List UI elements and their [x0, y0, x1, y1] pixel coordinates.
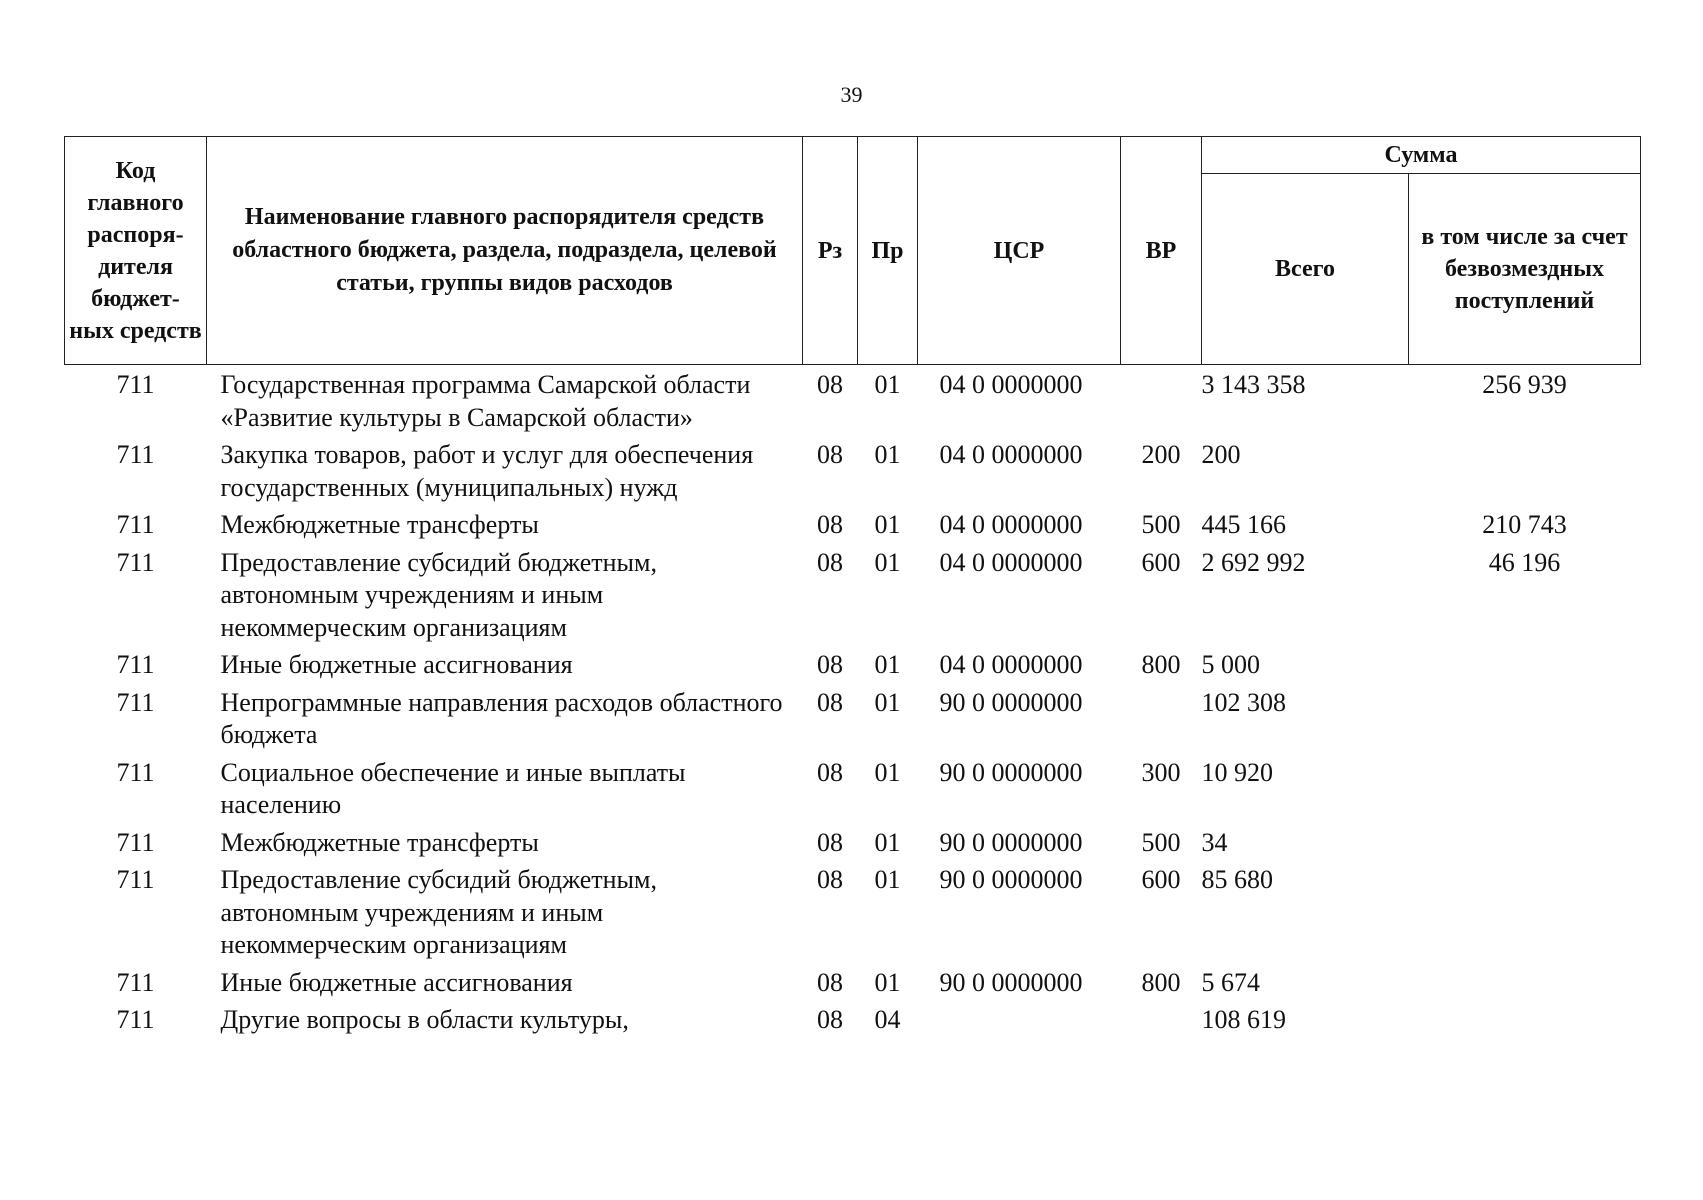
pr-cell: 01 [874, 865, 901, 894]
total-cell: 200 [1201, 440, 1241, 469]
rz-cell: 08 [817, 510, 843, 539]
free-cell [1409, 685, 1641, 755]
code-cell: 711 [116, 370, 155, 399]
rz-cell: 08 [817, 687, 843, 717]
table-row [65, 437, 1641, 507]
rz-cell: 08 [817, 370, 843, 399]
free-cell [1409, 825, 1641, 863]
total-cell: 3 143 358 [1201, 370, 1306, 399]
total-cell: 102 308 [1201, 687, 1286, 717]
code-cell: 711 [116, 687, 155, 717]
csr-cell [918, 1002, 1121, 1040]
code-cell: 711 [116, 757, 155, 787]
pr-cell: 01 [874, 370, 901, 399]
header-free: в том числе за счет безвозмездных поступлений [1409, 174, 1641, 365]
code-cell: 711 [116, 967, 155, 997]
table-row [65, 685, 1641, 755]
header-vr: ВР [1121, 137, 1202, 365]
csr-cell: 90 0 0000000 [939, 757, 1083, 787]
code-cell: 711 [116, 510, 155, 539]
table-row [65, 965, 1641, 1003]
rz-cell: 08 [817, 757, 843, 787]
vr-cell [1121, 685, 1202, 755]
vr-cell: 800 [1141, 967, 1181, 997]
free-cell: 46 196 [1488, 547, 1561, 577]
vr-cell: 600 [1141, 865, 1181, 894]
header-total: Всего [1202, 174, 1409, 365]
vr-cell: 200 [1141, 440, 1181, 469]
pr-cell: 01 [874, 510, 901, 539]
total-cell: 85 680 [1201, 865, 1273, 894]
free-cell [1409, 755, 1641, 825]
free-cell [1409, 862, 1641, 965]
rz-cell: 08 [817, 1005, 843, 1034]
csr-cell: 90 0 0000000 [939, 865, 1083, 894]
rz-cell: 08 [817, 865, 843, 894]
table-row [65, 647, 1641, 685]
table-row [65, 1002, 1641, 1040]
free-cell: 256 939 [1482, 370, 1567, 399]
vr-cell: 300 [1141, 757, 1181, 787]
code-cell: 711 [116, 865, 155, 894]
pr-cell: 01 [874, 757, 901, 787]
csr-cell: 04 0 0000000 [939, 547, 1083, 577]
table-body [65, 365, 1641, 1040]
vr-cell [1121, 365, 1202, 438]
name-cell: Межбюджетные трансферты [220, 510, 539, 539]
total-cell: 108 619 [1201, 1005, 1286, 1034]
code-cell: 711 [116, 1005, 155, 1034]
free-cell [1409, 647, 1641, 685]
budget-table [64, 136, 1641, 1040]
table-header [65, 137, 1641, 365]
table-row [65, 545, 1641, 648]
header-pr: Пр [858, 137, 918, 365]
free-cell [1409, 965, 1641, 1003]
free-cell: 210 743 [1482, 510, 1567, 539]
pr-cell: 01 [874, 827, 901, 857]
vr-cell [1121, 1002, 1202, 1040]
name-cell: Другие вопросы в области культуры, [220, 1005, 629, 1034]
pr-cell: 01 [874, 967, 901, 997]
code-cell: 711 [116, 547, 155, 577]
page-number: 39 [840, 82, 863, 107]
free-cell [1409, 437, 1641, 507]
vr-cell: 600 [1141, 547, 1181, 577]
header-name: Наименование главного распорядителя средств областного бюджета, раздела, подраздела, целевой статьи, группы видов расходов [207, 137, 803, 365]
name-cell: Социальное обеспечение и иные выплаты населению [220, 757, 686, 819]
rz-cell: 08 [817, 967, 843, 997]
rz-cell: 08 [817, 827, 843, 857]
header-sum: Сумма [1202, 137, 1641, 174]
name-cell: Предоставление субсидий бюджетным, автономным учреждениям и иным некоммерческим организациям [220, 865, 657, 959]
csr-cell: 04 0 0000000 [939, 510, 1083, 539]
total-cell: 34 [1201, 827, 1228, 857]
rz-cell: 08 [817, 650, 843, 679]
name-cell: Предоставление субсидий бюджетным, автономным учреждениям и иным некоммерческим организациям [220, 547, 657, 642]
table-row [65, 862, 1641, 965]
table-row [65, 507, 1641, 545]
code-cell: 711 [116, 827, 155, 857]
pr-cell: 01 [874, 547, 901, 577]
code-cell: 711 [116, 650, 155, 679]
header-csr: ЦСР [918, 137, 1121, 365]
pr-cell: 01 [874, 440, 901, 469]
header-code: Код главного распоря-дителя бюджет-ных средств [65, 137, 207, 365]
free-cell [1409, 1002, 1641, 1040]
vr-cell: 800 [1141, 650, 1181, 679]
rz-cell: 08 [817, 440, 843, 469]
name-cell: Закупка товаров, работ и услуг для обеспечения государственных (муниципальных) нужд [220, 440, 754, 502]
total-cell: 10 920 [1201, 757, 1273, 787]
vr-cell: 500 [1141, 827, 1181, 857]
total-cell: 5 674 [1201, 967, 1260, 997]
code-cell: 711 [116, 440, 155, 469]
pr-cell: 04 [874, 1005, 901, 1034]
total-cell: 445 166 [1201, 510, 1286, 539]
total-cell: 2 692 992 [1201, 547, 1306, 577]
table-row [65, 755, 1641, 825]
csr-cell: 04 0 0000000 [939, 440, 1083, 469]
vr-cell: 500 [1141, 510, 1181, 539]
name-cell: Иные бюджетные ассигнования [220, 650, 573, 679]
csr-cell: 04 0 0000000 [939, 650, 1083, 679]
csr-cell: 90 0 0000000 [939, 967, 1083, 997]
name-cell: Иные бюджетные ассигнования [220, 967, 573, 997]
table-row [65, 825, 1641, 863]
rz-cell: 08 [817, 547, 843, 577]
name-cell: Государственная программа Самарской области «Развитие культуры в Самарской области» [220, 370, 751, 432]
header-rz: Рз [803, 137, 858, 365]
pr-cell: 01 [874, 687, 901, 717]
name-cell: Непрограммные направления расходов областного бюджета [220, 687, 783, 749]
name-cell: Межбюджетные трансферты [220, 827, 539, 857]
pr-cell: 01 [874, 650, 901, 679]
csr-cell: 90 0 0000000 [939, 827, 1083, 857]
table-row [65, 365, 1641, 438]
csr-cell: 04 0 0000000 [939, 370, 1083, 399]
total-cell: 5 000 [1201, 650, 1260, 679]
csr-cell: 90 0 0000000 [939, 687, 1083, 717]
